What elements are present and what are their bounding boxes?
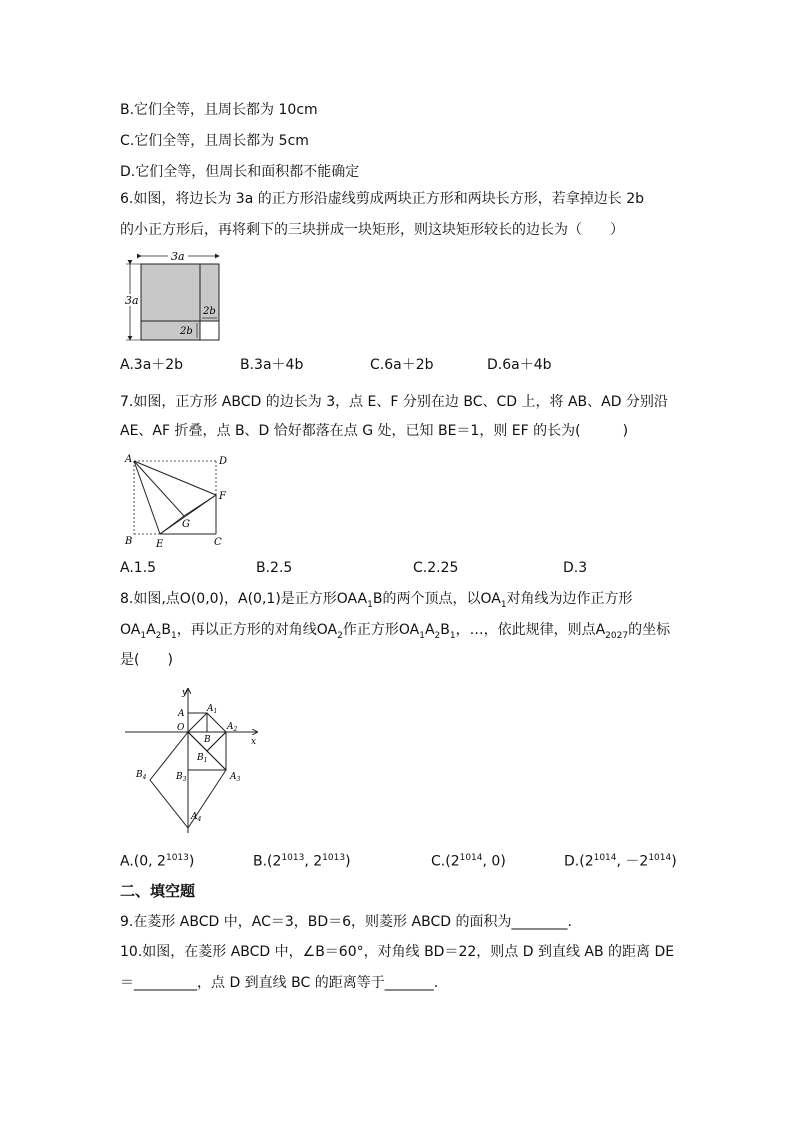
q7-label-f: F (219, 491, 226, 502)
q8-label-a4: $A_4$ (191, 812, 202, 823)
q7-stem-line1: 7.如图，正方形 ABCD 的边长为 3，点 E、F 分别在边 BC、CD 上，将 AB、AD 分别沿 (120, 394, 668, 410)
q6-label-bottom-small: 2b (180, 326, 193, 337)
q6-option-c: C.6a＋2b (370, 357, 434, 373)
q7-option-c: C.2.25 (413, 560, 459, 576)
q7-option-a: A.1.5 (120, 560, 157, 576)
q6-figure (120, 248, 230, 344)
q8-label-b1: $B_1$ (197, 753, 208, 764)
q5-option-b: B.它们全等，且周长都为 10cm (120, 102, 318, 118)
q8-label-b4: $B_4$ (136, 770, 147, 781)
q8-label-x: x (251, 737, 257, 747)
q6-label-right-small: 2b (203, 306, 216, 317)
q6-small-square (200, 321, 219, 340)
q6-stem-line2: 的小正方形后，再将剩下的三块拼成一块矩形，则这块矩形较长的边长为（ ） (120, 222, 624, 238)
q8-label-a2: $A_2$ (227, 722, 238, 733)
q8-label-a3: $A_3$ (230, 772, 241, 783)
section-title-fill-blank: 二、填空题 (120, 882, 196, 900)
q10-stem-line2: ＝_________，点 D 到直线 BC 的距离等于_______. (120, 975, 439, 991)
q9-stem: 9.在菱形 ABCD 中，AC＝3，BD＝6，则菱形 ABCD 的面积为________. (120, 914, 572, 930)
q7-label-e: E (156, 539, 164, 550)
q8-stem-line1: 8.如图,点O(0,0)，A(0,1)是正方形$OAA_1B$的两个顶点，以$OA_1$对角线为边作正方形 (120, 591, 633, 610)
q7-figure (118, 450, 238, 550)
q5-option-d: D.它们全等，但周长和面积都不能确定 (120, 164, 360, 180)
q7-label-a: A (125, 454, 133, 465)
q6-option-a: A.3a＋2b (120, 357, 184, 373)
q7-label-c: C (214, 537, 222, 548)
q5-option-c: C.它们全等，且周长都为 5cm (120, 133, 309, 149)
q7-label-b: B (125, 536, 133, 547)
q8-option-b: $B.(2^{1013}$, $2^{1013}$) (253, 853, 351, 870)
q7-label-d: D (219, 456, 228, 467)
q6-stem-line1: 6.如图，将边长为 3a 的正方形沿虚线剪成两块正方形和两块长方形，若拿掉边长 2b (120, 191, 644, 207)
q6-option-b: B.3a＋4b (240, 357, 304, 373)
q8-label-o: O (177, 723, 185, 733)
q8-label-b3: $B_3$ (176, 772, 187, 783)
q8-stem-line3: 是( ) (120, 652, 173, 668)
q8-stem-line2: $OA_1A_2B_1$，再以正方形的对角线$OA_2$作正方形$OA_1A_2B_1$，…，依此规律，则点$A_{2027}$的坐标 (120, 622, 671, 641)
q8-option-c: $C.(2^{1014}$, 0) (431, 853, 506, 870)
q7-option-d: D.3 (563, 560, 588, 576)
q10-stem-line1: 10.如图，在菱形 ABCD 中，∠B＝60°，对角线 BD＝22，则点 D 到直线 AB 的距离 DE (120, 944, 675, 960)
q8-label-a: A (178, 709, 185, 719)
q7-option-b: B.2.5 (256, 560, 293, 576)
q6-label-left: 3a (125, 294, 139, 307)
q8-option-d: $D.(2^{1014}$, $-2^{1014}$) (564, 853, 677, 870)
q7-label-g: G (182, 519, 190, 530)
q8-label-b: B (204, 735, 211, 745)
q8-figure (120, 685, 265, 835)
q7-stem-line2: AE、AF 折叠，点 B、D 恰好都落在点 G 处，已知 BE＝1，则 EF 的长为( ) (120, 423, 629, 439)
q8-label-a1: $A_1$ (207, 704, 218, 715)
q6-label-top: 3a (171, 250, 185, 263)
q8-option-a: A.(0, $2^{1013}$) (120, 853, 195, 870)
q8-label-y: y (182, 688, 188, 698)
q6-option-d: D.6a＋4b (487, 357, 552, 373)
